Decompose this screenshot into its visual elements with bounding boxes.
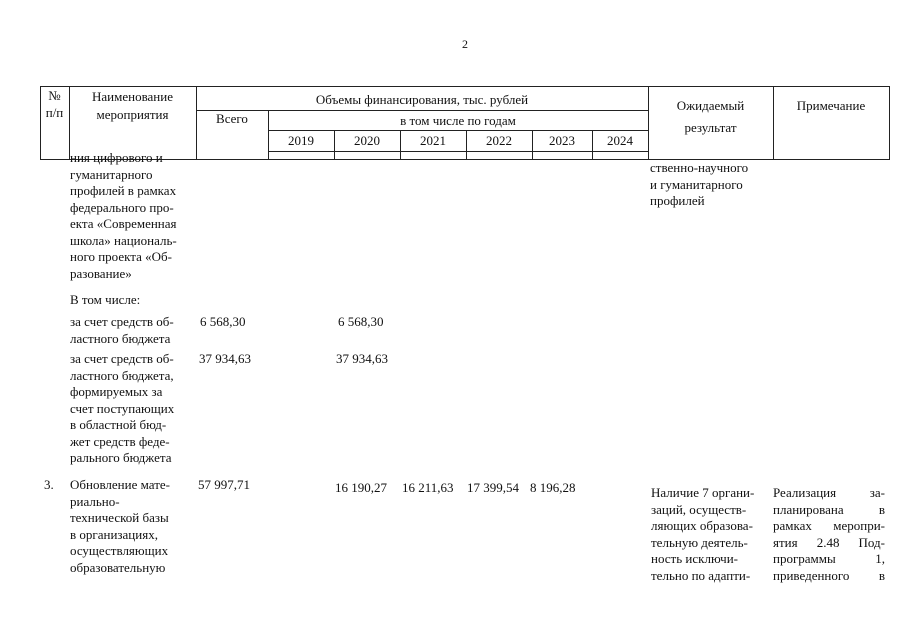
item3-2023: 8 196,28 xyxy=(530,480,576,495)
item3-total: 57 997,71 xyxy=(198,477,250,492)
header-result: Ожидаемый результат xyxy=(676,98,745,135)
item3-num: 3. xyxy=(44,477,54,492)
header-year-2019: 2019 xyxy=(288,133,314,148)
header-total: Всего xyxy=(216,111,248,126)
header-year-2021: 2021 xyxy=(420,133,446,148)
header-year-2023: 2023 xyxy=(549,133,575,148)
header-year-2022: 2022 xyxy=(486,133,512,148)
regional-total: 6 568,30 xyxy=(200,314,246,329)
federal-row-name: за счет средств об- ластного бюджета, формируемых за счет поступающих в областной бюд- жет средств феде- рального бюджета xyxy=(70,351,175,465)
header-num: № п/п xyxy=(45,88,64,120)
item3-note: Реализация за- планирована в рамках меропри- ятия 2.48 Под- программы 1, приведенного в xyxy=(773,485,885,583)
item3-name: Обновление мате- риально- технической базы в организациях, осуществляющих образовательную xyxy=(70,477,170,575)
header-year-2024: 2024 xyxy=(607,133,633,148)
federal-2020: 37 934,63 xyxy=(336,351,388,366)
item3-2021: 16 211,63 xyxy=(402,480,454,495)
continued-name: ния цифрового и гуманитарного профилей в рамках федерального про- екта «Современная школа» националь- ного проекта «Об- разование» xyxy=(70,150,177,281)
page-number: 2 xyxy=(462,37,468,51)
continued-result: ственно-научного и гуманитарного профилей xyxy=(650,160,749,208)
header-note: Примечание xyxy=(796,98,866,113)
header-year-2020: 2020 xyxy=(354,133,380,148)
header-funding: Объемы финансирования, тыс. рублей xyxy=(315,92,529,107)
header-name: Наименование мероприятия xyxy=(92,89,173,122)
including-label: В том числе: xyxy=(70,292,141,307)
header-by-years: в том числе по годам xyxy=(400,113,516,128)
regional-2020: 6 568,30 xyxy=(338,314,384,329)
regional-row-name: за счет средств об- ластного бюджета xyxy=(70,314,174,346)
item3-2022: 17 399,54 xyxy=(467,480,519,495)
federal-total: 37 934,63 xyxy=(199,351,251,366)
item3-2020: 16 190,27 xyxy=(335,480,387,495)
item3-result: Наличие 7 органи- заций, осуществ- ляющих образова- тельную деятель- ность исключи- тельно по адапти- xyxy=(651,485,755,583)
